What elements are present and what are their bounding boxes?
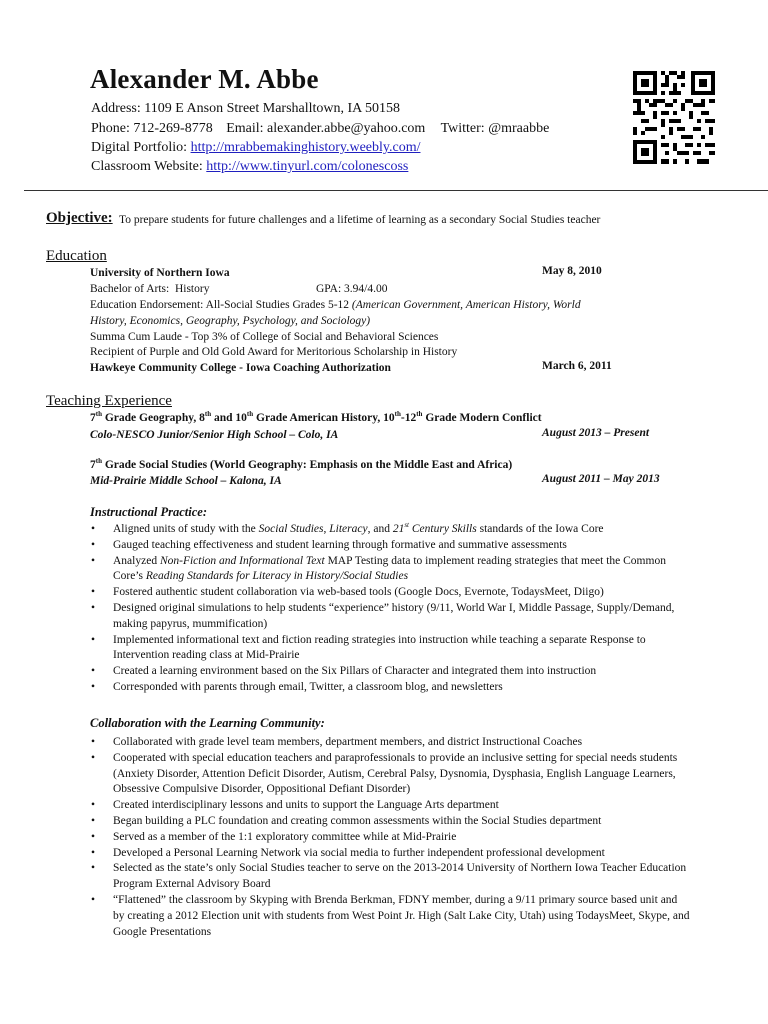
address-label: Address:	[91, 101, 141, 116]
email-label: Email:	[226, 121, 264, 136]
objective-text: To prepare students for future challenges and a lifetime of learning as a secondary Social Studies teacher	[119, 214, 601, 226]
list-item-text: , and	[367, 523, 393, 535]
list-item: • Created a learning environment based on the Six Pillars of Character and integrated them into instruction	[90, 664, 690, 680]
header-divider	[24, 190, 768, 191]
list-item: • Gauged teaching effectiveness and student learning through formative and summative assessments	[90, 538, 690, 554]
gpa: GPA: 3.94/4.00	[316, 283, 388, 295]
job1-sup: th	[394, 410, 401, 419]
list-item: • Selected as the state’s only Social Studies teacher to serve on the 2013-2014 University of Northern Iowa Teacher Education Program External Advisory Board	[90, 861, 690, 893]
list-item-text: ,	[323, 523, 330, 535]
contact-line	[91, 120, 549, 138]
school-uni-date: May 8, 2010	[542, 265, 602, 277]
job2-sup: th	[95, 457, 102, 466]
list-item-italic: Social Studies	[258, 523, 324, 535]
list-item-italic: Literacy	[329, 523, 368, 535]
list-item: • Cooperated with special education teachers and paraprofessionals to provide an inclusive setting for special needs students (Anxiety Disorder, Attention Deficit Disorder, Autism, Cerebral Palsy, Dysnomia, Dysphasia, English Language Learners, Obsessive Compulsive Disorder, Oppositional Defiant Disorder)	[90, 751, 690, 798]
job1-sup: th	[95, 410, 102, 419]
list-item: • Collaborated with grade level team members, department members, and district Instructional Coaches	[90, 735, 690, 751]
address-value: 1109 E Anson Street Marshalltown, IA 50158	[144, 101, 401, 116]
list-item: • Began building a PLC foundation and creating common assessments within the Social Studies department	[90, 814, 690, 830]
job1-title	[90, 410, 542, 426]
school-uni: University of Northern Iowa	[90, 267, 230, 279]
list-item: • Created interdisciplinary lessons and units to support the Language Arts department	[90, 798, 690, 814]
list-item-sup: st	[404, 521, 409, 530]
list-item-italic: Reading Standards for Literacy in History/Social Studies	[145, 570, 409, 583]
list-item: • Fostered authentic student collaboration via web-based tools (Google Docs, Evernote, TodaysMeet, Diigo)	[90, 585, 690, 601]
job1-title-part: Grade Modern Conflict	[422, 412, 542, 424]
degree-line	[90, 281, 209, 297]
twitter-label: Twitter:	[440, 121, 485, 136]
job1-sup: th	[416, 410, 423, 419]
school-hawkeye-date: March 6, 2011	[542, 360, 612, 372]
objective-heading: Objective:	[46, 210, 113, 226]
list-item: • “Flattened” the classroom by Skyping with Brenda Berkman, FDNY member, during a 9/11 primary source based unit and by creating a 2012 Election unit with students from West Point Jr. High (Salt Lake City, Utah) using TodaysMeet, Skype, and Google Presentations	[90, 893, 690, 940]
instructional-heading: Instructional Practice:	[90, 505, 208, 519]
list-item: • Implemented informational text and fiction reading strategies into instruction while teaching a separate Response to Intervention reading class at Mid-Prairie	[90, 633, 690, 665]
phone-label: Phone:	[91, 121, 130, 136]
endorsement-subjects-1: (American Government, American History, World	[351, 299, 581, 311]
job1-sup: th	[204, 410, 212, 419]
list-item: • Corresponded with parents through email, Twitter, a classroom blog, and newsletters	[90, 680, 690, 696]
twitter-value: @mraabbe	[488, 121, 550, 136]
teaching-heading: Teaching Experience	[46, 393, 172, 409]
job1-school: Colo-NESCO Junior/Senior High School – Colo, IA	[90, 429, 339, 441]
degree-value: History	[174, 283, 210, 295]
list-item	[90, 554, 690, 586]
list-item: • Designed original simulations to help students “experience” history (9/11, World War I, Middle Passage, Supply/Demand, making papyrus, mummification)	[90, 601, 690, 633]
portfolio-line	[91, 139, 420, 157]
job2-dates: August 2011 – May 2013	[542, 473, 660, 485]
classroom-label: Classroom Website:	[91, 159, 203, 174]
classroom-link[interactable]: http://www.tinyurl.com/colonescoss	[206, 159, 409, 174]
portfolio-label: Digital Portfolio:	[91, 140, 188, 155]
honor-award: Recipient of Purple and Old Gold Award for Meritorious Scholarship in History	[90, 346, 458, 358]
job1-dates: August 2013 – Present	[542, 427, 650, 439]
endorsement-subjects-2: History, Economics, Geography, Psychology, and Sociology)	[90, 315, 371, 327]
classroom-line	[91, 158, 408, 176]
list-item-text: Analyzed	[113, 554, 160, 567]
job1-title-part: Grade Geography, 8	[101, 412, 205, 424]
job2-title	[90, 457, 512, 473]
job1-title-part: Grade American History, 10	[253, 412, 395, 424]
list-item-italic: 21	[392, 523, 405, 535]
school-hawkeye: Hawkeye Community College - Iowa Coaching Authorization	[90, 362, 391, 374]
honor-summa: Summa Cum Laude - Top 3% of College of Social and Behavioral Sciences	[90, 331, 439, 343]
address-line	[91, 100, 400, 118]
list-item-text: standards of the Iowa Core	[476, 523, 604, 535]
collaboration-heading: Collaboration with the Learning Community:	[90, 716, 325, 730]
list-item-italic: Century Skills	[409, 523, 477, 535]
list-item	[90, 522, 690, 538]
portfolio-link[interactable]: http://mrabbemakinghistory.weebly.com/	[190, 140, 421, 155]
list-item-text: Aligned units of study with the	[113, 523, 259, 535]
instructional-list	[90, 522, 690, 696]
phone-value: 712-269-8778	[133, 121, 213, 136]
job1-title-part: -12	[400, 412, 417, 424]
job1-sup: th	[246, 410, 254, 419]
list-item-italic: Non-Fiction and Informational Text	[159, 554, 325, 567]
qr-code	[633, 71, 715, 164]
endorsement-prefix: Education Endorsement: All-Social Studies Grades 5-12	[90, 299, 352, 311]
email-value: alexander.abbe@yahoo.com	[267, 121, 426, 136]
job1-title-part: 7	[90, 412, 96, 424]
applicant-name: Alexander M. Abbe	[90, 64, 319, 94]
job2-title-part: Grade Social Studies (World Geography: Emphasis on the Middle East and Africa)	[101, 459, 513, 471]
list-item: • Served as a member of the 1:1 exploratory committee while at Mid-Prairie	[90, 830, 690, 846]
job2-title-part: 7	[90, 459, 96, 471]
collaboration-list	[90, 735, 690, 940]
job2-school: Mid-Prairie Middle School – Kalona, IA	[90, 475, 282, 487]
list-item: • Developed a Personal Learning Network via social media to further independent professional development	[90, 846, 690, 862]
education-heading: Education	[46, 248, 107, 264]
endorsement-line	[90, 297, 581, 313]
list-item-text: MAP Testing data to implement reading strategies that meet the Common Core’s	[113, 554, 666, 583]
degree-label: Bachelor of Arts:	[90, 283, 170, 295]
job1-title-part: and 10	[211, 412, 247, 424]
